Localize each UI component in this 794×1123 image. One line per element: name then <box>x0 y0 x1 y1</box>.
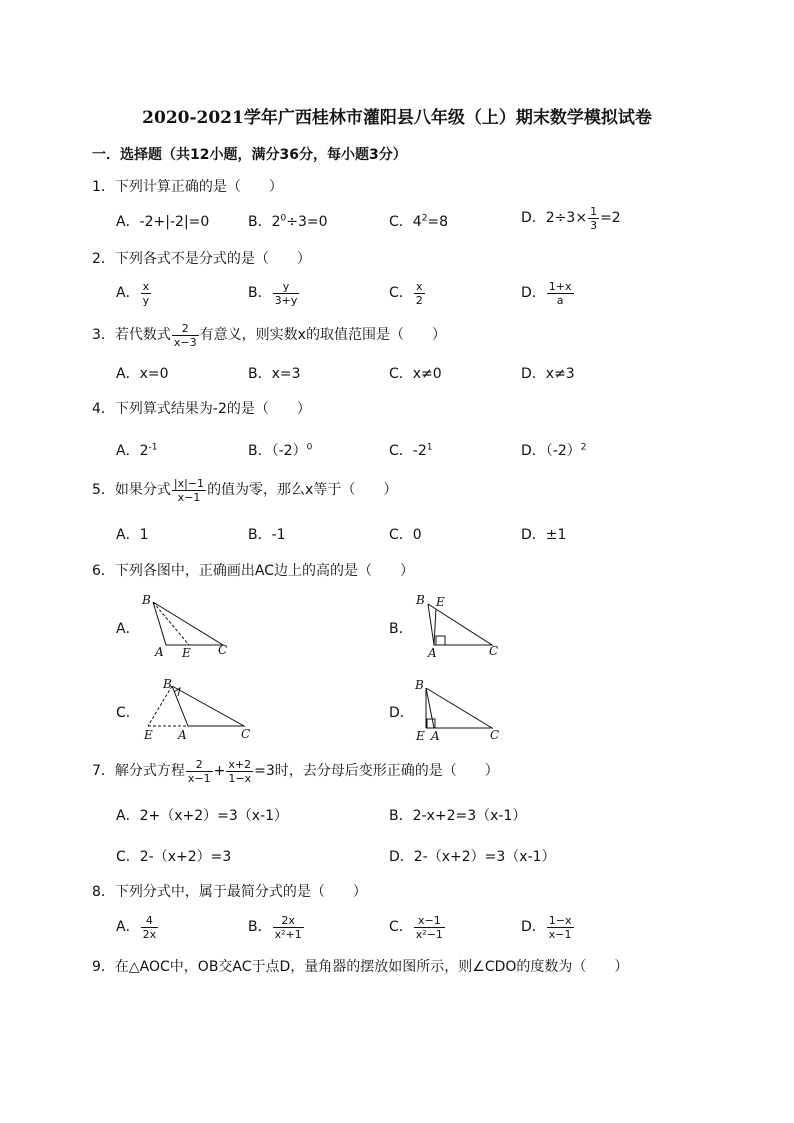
fig-c-label-b: B <box>163 677 172 691</box>
q6-figure-c <box>148 686 244 726</box>
fig-c-label-c: C <box>241 727 251 741</box>
question-6-stem: 6．下列各图中，正确画出AC边上的高的是（ ） <box>92 563 415 579</box>
q5-option-b: B．-1 <box>248 527 286 543</box>
q3-option-a: A．x=0 <box>116 366 169 382</box>
q7-option-b: B．2-x+2=3（x-1） <box>389 808 527 824</box>
q8-option-a: A． $\frac{4}{2x}$ <box>116 913 157 941</box>
q6-option-c-label: C． <box>116 705 140 721</box>
q6-option-b-label: B． <box>389 621 413 637</box>
q6-figure-a <box>153 602 223 645</box>
q2-option-d: D． $\frac{1+x}{a}$ <box>521 279 572 307</box>
fig-b-label-b: B <box>416 593 425 607</box>
question-5-stem: 5．如果分式 $\frac{|x|-1}{x-1}$ 的值为零，那么x等于（ ） <box>92 476 398 504</box>
question-4-stem: 4．下列算式结果为-2的是（ ） <box>92 401 311 417</box>
q2-option-c: C． $\frac{x}{2}$ <box>389 279 423 307</box>
fig-b-label-c: C <box>489 644 499 658</box>
fig-a-label-e: E <box>182 646 191 660</box>
q8-option-d: D． $\frac{1-x}{x-1}$ <box>521 913 572 941</box>
question-7-stem: 7．解分式方程 $\frac{2}{x-1}$ + $\frac{x+2}{1-x}$ =3时，去分母后变形正确的是（ ） <box>92 757 499 785</box>
q4-option-b: B．$(-2)^0$ <box>248 442 313 459</box>
q1-option-a: A．-2+|-2|=0 <box>116 214 210 230</box>
q4-option-c: C．$-2^1$ <box>389 442 433 459</box>
question-1-stem: 1．下列计算正确的是（ ） <box>92 179 283 195</box>
fig-d-label-a: A <box>431 729 440 743</box>
fig-a-label-c: C <box>218 643 228 657</box>
q6-figure-d <box>426 688 492 728</box>
q1-option-b: B．$2^0\div 3=0$ <box>248 213 328 230</box>
q5-option-c: C．0 <box>389 527 422 543</box>
fig-c-label-a: A <box>178 728 187 742</box>
q2-option-b: B． $\frac{y}{3+y}$ <box>248 279 298 307</box>
q3-option-b: B．x=3 <box>248 366 301 382</box>
question-9-stem: 9．在△AOC中，OB交AC于点D，量角器的摆放如图所示，则∠CDO的度数为（ ） <box>92 959 629 975</box>
question-2-stem: 2．下列各式不是分式的是（ ） <box>92 251 311 267</box>
section-heading: 一．选择题（共12小题，满分36分，每小题3分） <box>92 147 407 163</box>
fig-b-label-e: E <box>436 595 445 609</box>
fraction: $\frac{1}{3}$ <box>590 204 598 232</box>
q2-option-a: A． $\frac{x}{y}$ <box>116 279 150 307</box>
q5-option-d: D．±1 <box>521 527 567 543</box>
q1-option-d: D．2÷3× $\frac{1}{3}$ =2 <box>521 204 621 232</box>
q3-option-d: D．x≠3 <box>521 366 575 382</box>
q5-option-a: A．1 <box>116 527 149 543</box>
q1-option-c: C．$4^2=8$ <box>389 213 449 230</box>
page-title: 2020-2021学年广西桂林市灌阳县八年级（上）期末数学模拟试卷 <box>142 108 652 128</box>
fig-d-label-e: E <box>416 729 425 743</box>
q4-option-d: D．$(-2)^2$ <box>521 442 587 459</box>
fig-a-label-a: A <box>155 645 164 659</box>
fig-d-label-c: C <box>490 728 500 742</box>
q3-option-c: C．x≠0 <box>389 366 442 382</box>
q8-option-c: C． $\frac{x-1}{\text{x²−1}}$ <box>389 913 443 941</box>
question-3-stem: 3．若代数式 $\frac{2}{x-3}$ 有意义，则实数x的取值范围是（ ） <box>92 321 446 349</box>
fig-d-label-b: B <box>415 678 424 692</box>
q6-figure-b <box>428 604 492 645</box>
q4-option-a: A．$2^{-1}$ <box>116 442 158 459</box>
q7-option-d: D．2-（x+2）=3（x-1） <box>389 849 556 865</box>
fig-b-label-a: A <box>428 646 437 660</box>
q7-option-a: A．2+（x+2）=3（x-1） <box>116 808 289 824</box>
q8-option-b: B． $\frac{2x}{\text{x²+1}}$ <box>248 913 302 941</box>
q7-option-c: C．2-（x+2）=3 <box>116 849 232 865</box>
q6-option-a-label: A． <box>116 621 140 637</box>
q6-option-d-label: D． <box>389 705 414 721</box>
question-8-stem: 8．下列分式中，属于最简分式的是（ ） <box>92 884 367 900</box>
fig-a-label-b: B <box>142 593 151 607</box>
fig-c-label-e: E <box>144 728 153 742</box>
